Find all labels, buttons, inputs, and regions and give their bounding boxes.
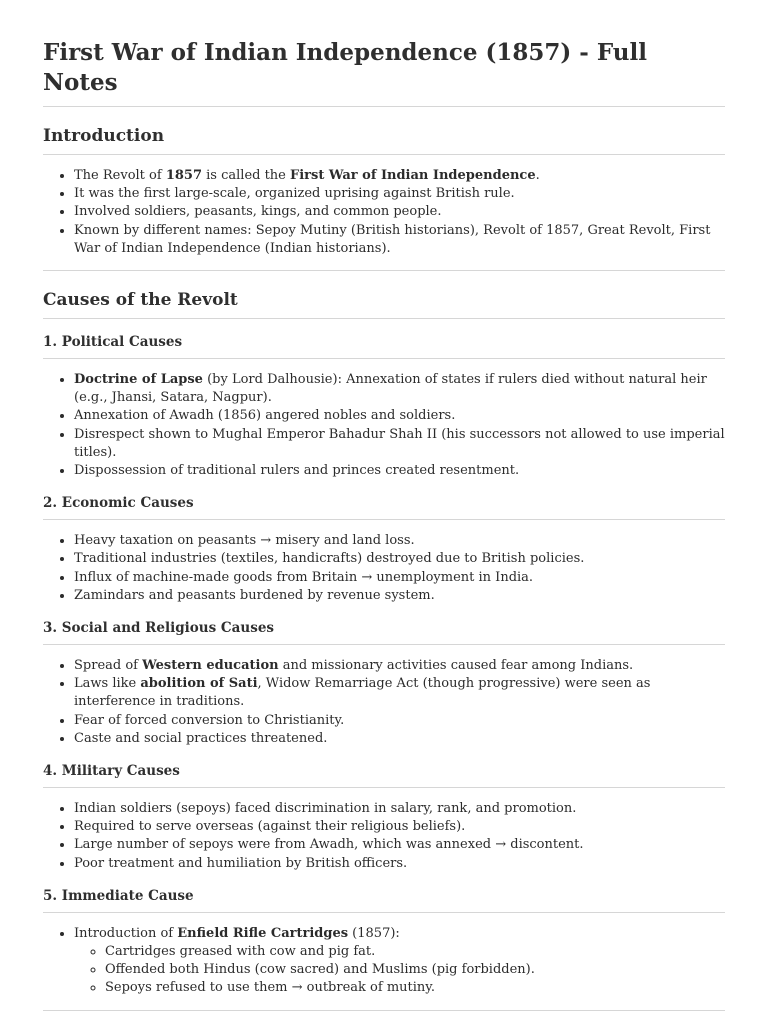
- list-item: • Poor treatment and humiliation by British officers.: [74, 855, 725, 873]
- economic-causes-heading: 2. Economic Causes: [43, 494, 725, 520]
- military-causes-list: [43, 800, 725, 873]
- list-item: • Involved soldiers, peasants, kings, and common people.: [74, 203, 725, 221]
- causes-heading: Causes of the Revolt: [43, 289, 725, 319]
- list-item: • Dispossession of traditional rulers and princes created resentment.: [74, 462, 725, 480]
- introduction-heading: Introduction: [43, 125, 725, 155]
- military-causes-heading: 4. Military Causes: [43, 762, 725, 788]
- list-item: • Traditional industries (textiles, handicrafts) destroyed due to British policies.: [74, 550, 725, 568]
- list-item: • Spread of Western education and missionary activities caused fear among Indians.: [74, 657, 725, 675]
- sub-list-item: ◦ Offended both Hindus (cow sacred) and Muslims (pig forbidden).: [105, 961, 725, 979]
- list-item: • Required to serve overseas (against their religious beliefs).: [74, 818, 725, 836]
- economic-causes-list: [43, 532, 725, 605]
- list-item: • Introduction of Enfield Rifle Cartridges (1857): ◦ Cartridges greased with cow and pig fat. ◦ Offended both Hindus (cow sacred) and Muslims (pig forbidden). ◦ Sepoys refused to use them → outbreak of mutiny.: [74, 925, 725, 998]
- introduction-list: [43, 167, 725, 258]
- list-item: • Disrespect shown to Mughal Emperor Bahadur Shah II (his successors not allowed to use imperial titles).: [74, 426, 725, 462]
- list-item: • Caste and social practices threatened.: [74, 730, 725, 748]
- list-item: • The Revolt of 1857 is called the First War of Indian Independence.: [74, 167, 725, 185]
- section-divider: [43, 270, 725, 271]
- list-item: • Zamindars and peasants burdened by revenue system.: [74, 587, 725, 605]
- political-causes-list: [43, 371, 725, 480]
- page-title: First War of Indian Independence (1857) - Full Notes: [43, 38, 725, 107]
- list-item: • Heavy taxation on peasants → misery and land loss.: [74, 532, 725, 550]
- section-divider: [43, 1010, 725, 1011]
- list-item: • Large number of sepoys were from Awadh, which was annexed → discontent.: [74, 836, 725, 854]
- list-item: • Known by different names: Sepoy Mutiny (British historians), Revolt of 1857, Great Revolt, First War of Indian Independence (Indian historians).: [74, 222, 725, 258]
- sub-list-item: ◦ Sepoys refused to use them → outbreak of mutiny.: [105, 979, 725, 997]
- list-item: • Doctrine of Lapse (by Lord Dalhousie): Annexation of states if rulers died without natural heir (e.g., Jhansi, Satara, Nagpur).: [74, 371, 725, 407]
- list-item: • Annexation of Awadh (1856) angered nobles and soldiers.: [74, 407, 725, 425]
- list-item: • Influx of machine-made goods from Britain → unemployment in India.: [74, 569, 725, 587]
- immediate-cause-heading: 5. Immediate Cause: [43, 887, 725, 913]
- sub-list-item: ◦ Cartridges greased with cow and pig fat.: [105, 943, 725, 961]
- list-item: • Fear of forced conversion to Christianity.: [74, 712, 725, 730]
- immediate-cause-sublist: [74, 943, 725, 998]
- social-causes-heading: 3. Social and Religious Causes: [43, 619, 725, 645]
- list-item: • Laws like abolition of Sati, Widow Remarriage Act (though progressive) were seen as interference in traditions.: [74, 675, 725, 711]
- social-causes-list: [43, 657, 725, 748]
- list-item: • Indian soldiers (sepoys) faced discrimination in salary, rank, and promotion.: [74, 800, 725, 818]
- list-item: • It was the first large-scale, organized uprising against British rule.: [74, 185, 725, 203]
- immediate-cause-list: [43, 925, 725, 998]
- political-causes-heading: 1. Political Causes: [43, 333, 725, 359]
